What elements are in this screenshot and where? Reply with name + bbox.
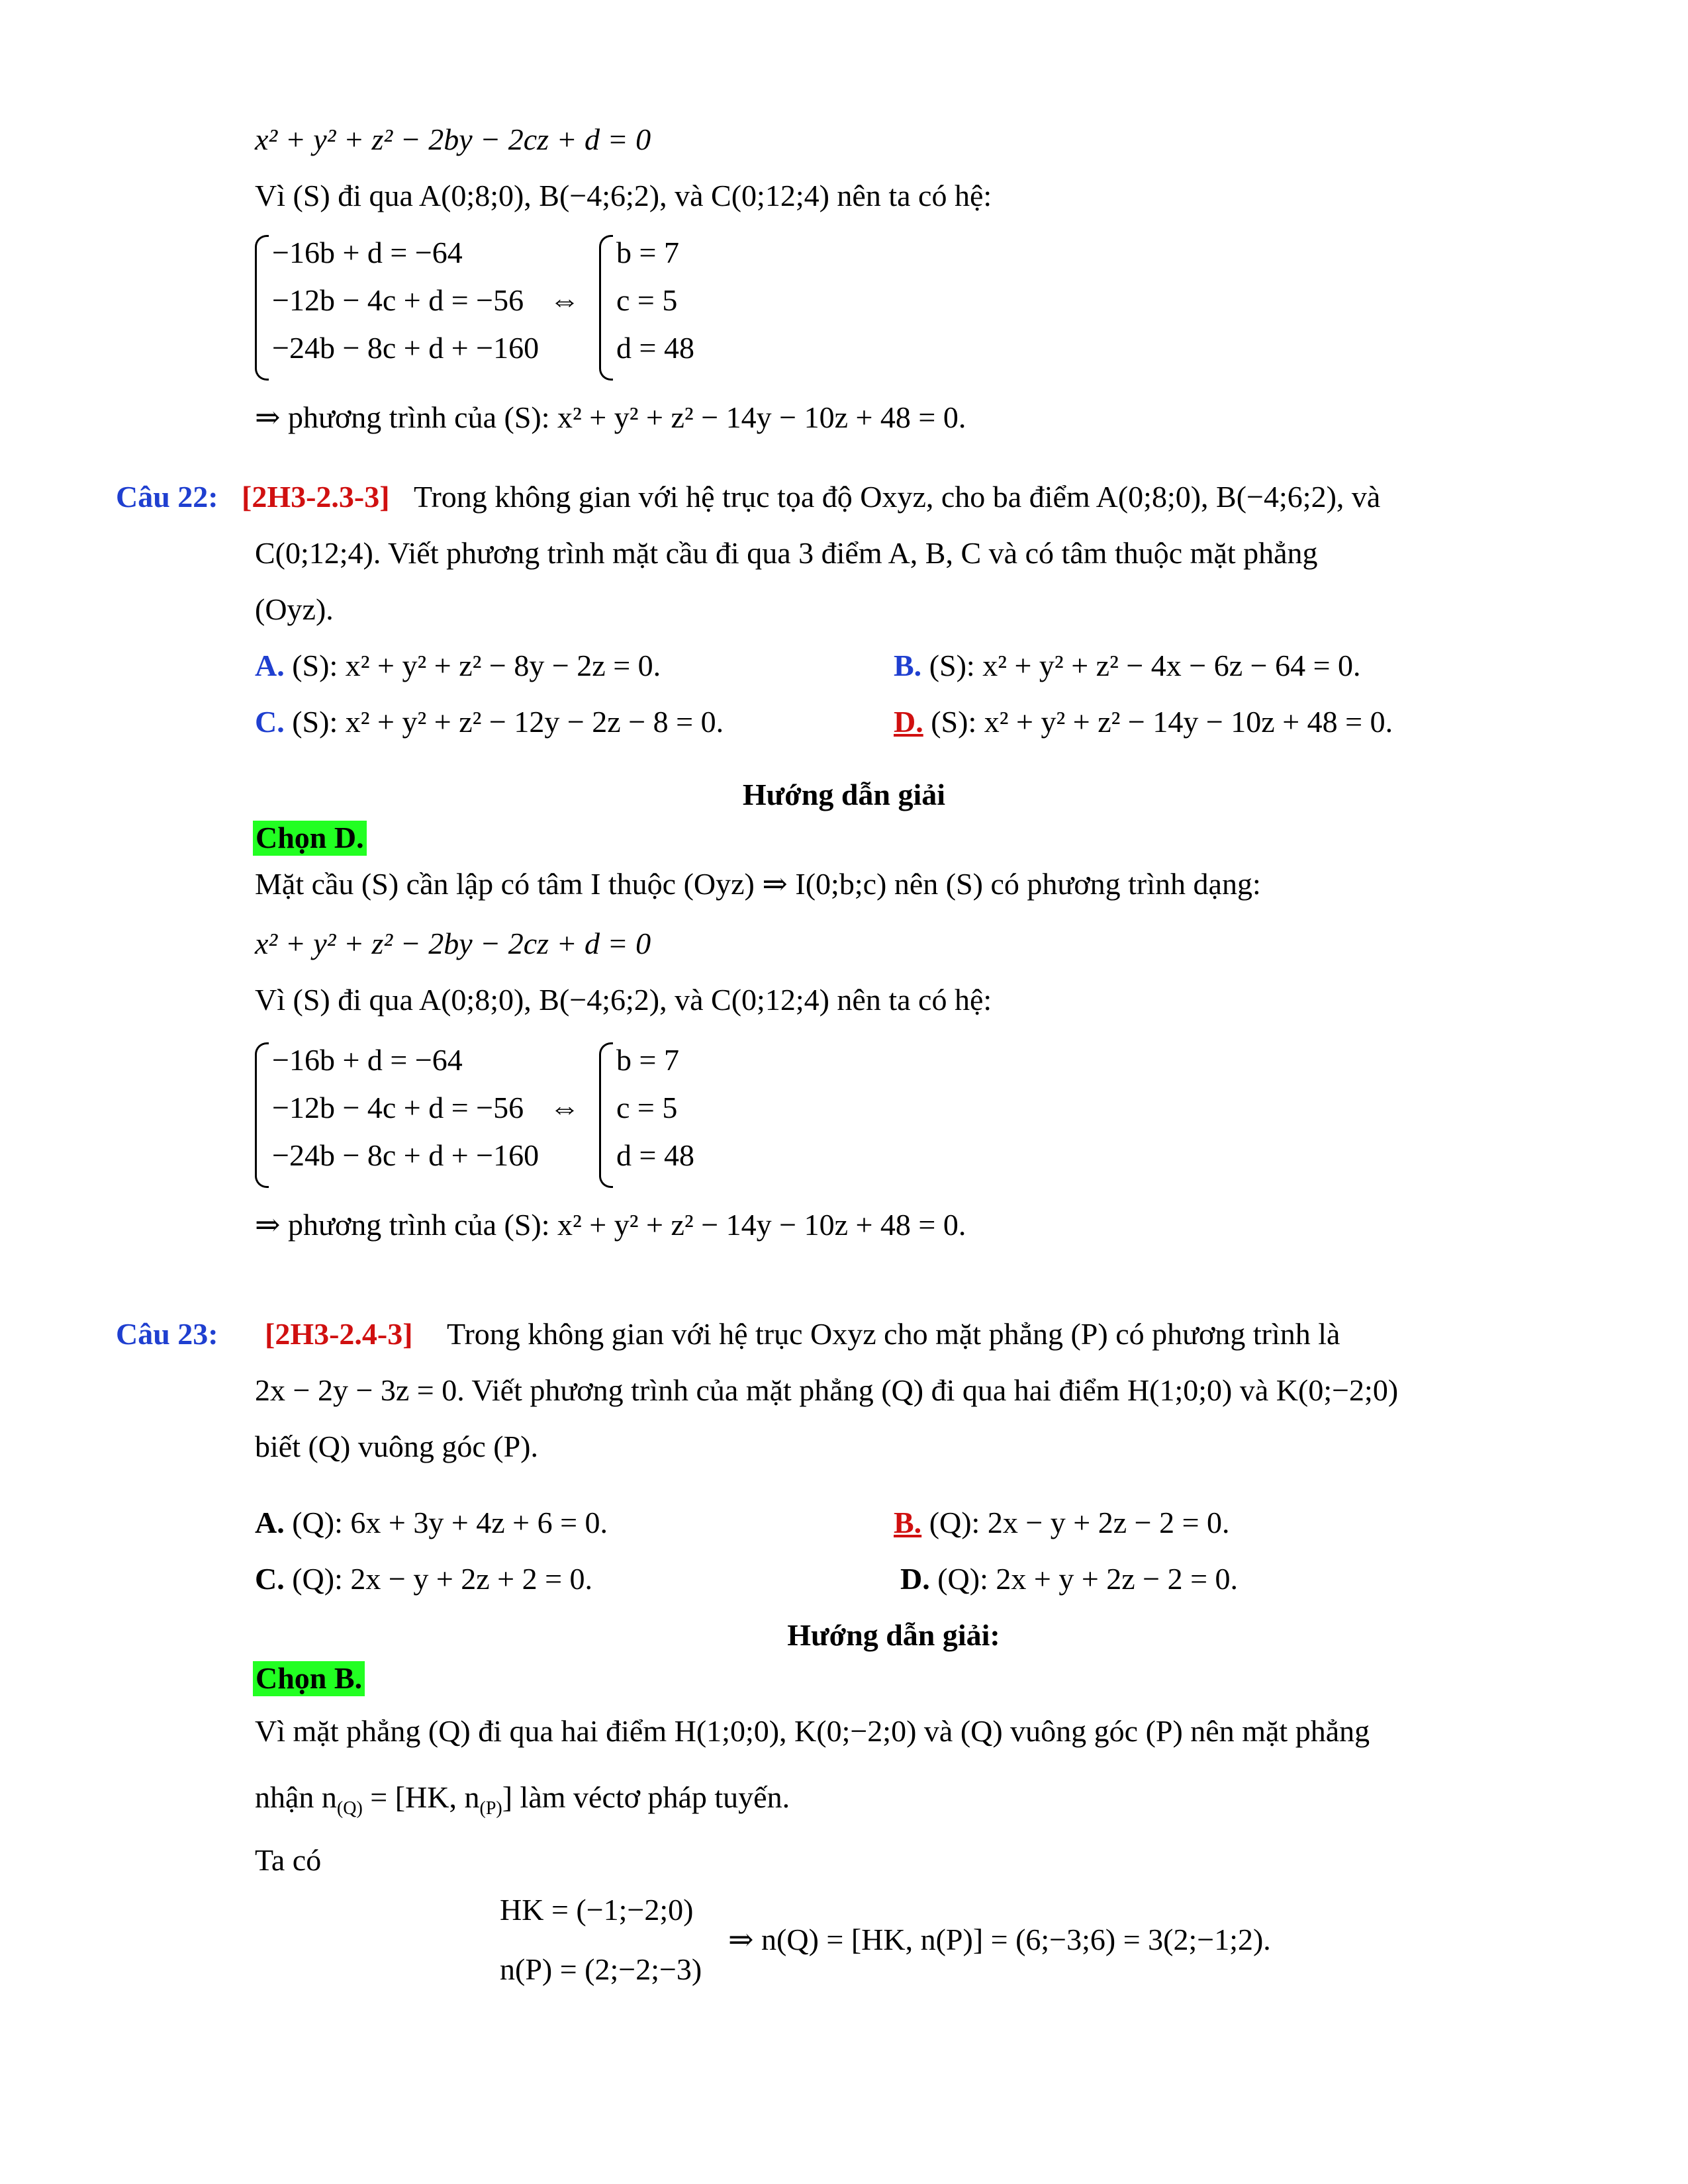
- prev-eq-form: x² + y² + z² − 2by − 2cz + d = 0: [255, 122, 651, 156]
- q22-option-c[interactable]: [255, 705, 724, 740]
- q22-sol-1: Mặt cầu (S) cần lập có tâm I thuộc (Oyz) ⇒ I(0;b;c) nên (S) có phương trình dạng:: [255, 867, 1261, 901]
- q23-option-a-key: A.: [255, 1506, 285, 1539]
- q23-option-b[interactable]: [894, 1506, 1230, 1541]
- q22-result: ⇒ phương trình của (S): x² + y² + z² − 14y − 10z + 48 = 0.: [255, 1208, 966, 1242]
- q22-option-c-text: (S): x² + y² + z² − 12y − 2z − 8 = 0.: [292, 705, 724, 739]
- q22-sys-right-2: c = 5: [616, 1091, 678, 1124]
- q23-option-c-text: (Q): 2x − y + 2z + 2 = 0.: [292, 1562, 593, 1596]
- q22-sys-left-2: −12b − 4c + d = −56: [272, 1091, 524, 1124]
- q23-sol-1: Vì mặt phẳng (Q) đi qua hai điểm H(1;0;0), K(0;−2;0) và (Q) vuông góc (P) nên mặt phẳng: [255, 1714, 1370, 1748]
- q23-sol-2-sub-q: (Q): [336, 1798, 363, 1819]
- q22-stem-1: Trong không gian với hệ trục tọa độ Oxyz, cho ba điểm A(0;8;0), B(−4;6;2), và: [414, 480, 1381, 514]
- q23-option-d-text: (Q): 2x + y + 2z − 2 = 0.: [937, 1562, 1239, 1596]
- q22-system-right: [599, 1042, 731, 1188]
- q23-label: Câu 23:: [116, 1317, 218, 1351]
- q23-guide-heading: Hướng dẫn giải:: [787, 1618, 1000, 1652]
- q23-stem-3: biết (Q) vuông góc (P).: [255, 1430, 538, 1463]
- prev-sys-right-3: d = 48: [616, 331, 694, 365]
- q22-system-brace: [255, 1042, 269, 1188]
- q22-sys-right-3: d = 48: [616, 1138, 694, 1172]
- q22-option-d-key: D.: [894, 705, 923, 739]
- q23-option-b-key: B.: [894, 1506, 922, 1539]
- q22-option-b-text: (S): x² + y² + z² − 4x − 6z − 64 = 0.: [929, 649, 1361, 682]
- q22-option-c-key: C.: [255, 705, 285, 739]
- q22-stem-3: (Oyz).: [255, 592, 334, 626]
- q22-guide-heading: Hướng dẫn giải: [742, 778, 946, 811]
- q23-code: [2H3-2.4-3]: [265, 1317, 413, 1351]
- prev-via-text: Vì (S) đi qua A(0;8;0), B(−4;6;2), và C(0;12;4) nên ta có hệ:: [255, 179, 992, 212]
- q23-stem-1: Trong không gian với hệ trục Oxyz cho mặt phẳng (P) có phương trình là: [447, 1317, 1340, 1351]
- prev-result: ⇒ phương trình của (S): x² + y² + z² − 14y − 10z + 48 = 0.: [255, 400, 966, 434]
- q22-sys-left-3: −24b − 8c + d + −160: [272, 1138, 539, 1172]
- q23-sol-2-post: ] làm véctơ pháp tuyến.: [502, 1780, 790, 1814]
- prev-system-brace: [255, 235, 269, 381]
- q23-choose: Chọn B.: [253, 1661, 365, 1696]
- q22-stem-2: C(0;12;4). Viết phương trình mặt cầu đi qua 3 điểm A, B, C và có tâm thuộc mặt phẳng: [255, 536, 1318, 570]
- prev-system-right: [599, 235, 731, 381]
- q22-option-a-key: A.: [255, 649, 285, 682]
- q23-sol-2-pre: nhận n: [255, 1780, 337, 1814]
- prev-sys-left-1: −16b + d = −64: [272, 236, 463, 269]
- q22-option-d[interactable]: [894, 705, 1393, 740]
- prev-system-right-brace: [599, 235, 613, 381]
- q22-option-b-key: B.: [894, 649, 922, 682]
- q22-choose: Chọn D.: [253, 821, 367, 856]
- q23-option-b-text: (Q): 2x − y + 2z − 2 = 0.: [929, 1506, 1230, 1539]
- q23-option-a[interactable]: [255, 1506, 608, 1541]
- q22-option-b[interactable]: [894, 649, 1361, 684]
- prev-sys-left-3: −24b − 8c + d + −160: [272, 331, 539, 365]
- q23-np-vector: n(P) = (2;−2;−3): [500, 1952, 702, 1986]
- q22-sys-left-1: −16b + d = −64: [272, 1043, 463, 1077]
- q22-sol-2: x² + y² + z² − 2by − 2cz + d = 0: [255, 927, 651, 960]
- q23-sol-3: Ta có: [255, 1843, 322, 1877]
- q23-option-c-key: C.: [255, 1562, 285, 1596]
- q22-sys-right-1: b = 7: [616, 1043, 679, 1077]
- prev-system: [255, 235, 731, 381]
- q22-system: [255, 1042, 731, 1188]
- prev-equiv: ⇔: [549, 283, 580, 317]
- q23-option-d-key: D.: [900, 1562, 930, 1596]
- q22-code: [2H3-2.3-3]: [242, 480, 390, 514]
- prev-sys-right-1: b = 7: [616, 236, 679, 269]
- q22-option-a-text: (S): x² + y² + z² − 8y − 2z = 0.: [292, 649, 661, 682]
- q23-option-a-text: (Q): 6x + 3y + 4z + 6 = 0.: [292, 1506, 608, 1539]
- q22-option-a[interactable]: [255, 649, 661, 684]
- prev-sys-right-2: c = 5: [616, 283, 678, 317]
- q23-sol-2: [255, 1780, 790, 1819]
- q23-hk-vector: HK = (−1;−2;0): [500, 1893, 694, 1927]
- q23-cross-product: ⇒ n(Q) = [HK, n(P)] = (6;−3;6) = 3(2;−1;2).: [728, 1923, 1271, 1956]
- q22-label: Câu 22:: [116, 480, 218, 514]
- prev-sys-left-2: −12b − 4c + d = −56: [272, 283, 524, 317]
- q23-stem-2: 2x − 2y − 3z = 0. Viết phương trình của mặt phẳng (Q) đi qua hai điểm H(1;0;0) và K(0;−2;0): [255, 1373, 1399, 1407]
- q23-sol-2-mid: = [HK, n: [362, 1780, 480, 1814]
- q22-equiv: ⇔: [549, 1091, 580, 1124]
- q22-system-right-brace: [599, 1042, 613, 1188]
- q23-option-c[interactable]: [255, 1562, 592, 1597]
- q23-option-d[interactable]: [900, 1562, 1238, 1597]
- q22-option-d-text: (S): x² + y² + z² − 14y − 10z + 48 = 0.: [931, 705, 1393, 739]
- q22-sol-3: Vì (S) đi qua A(0;8;0), B(−4;6;2), và C(0;12;4) nên ta có hệ:: [255, 983, 992, 1017]
- q23-sol-2-sub-p: (P): [479, 1798, 502, 1819]
